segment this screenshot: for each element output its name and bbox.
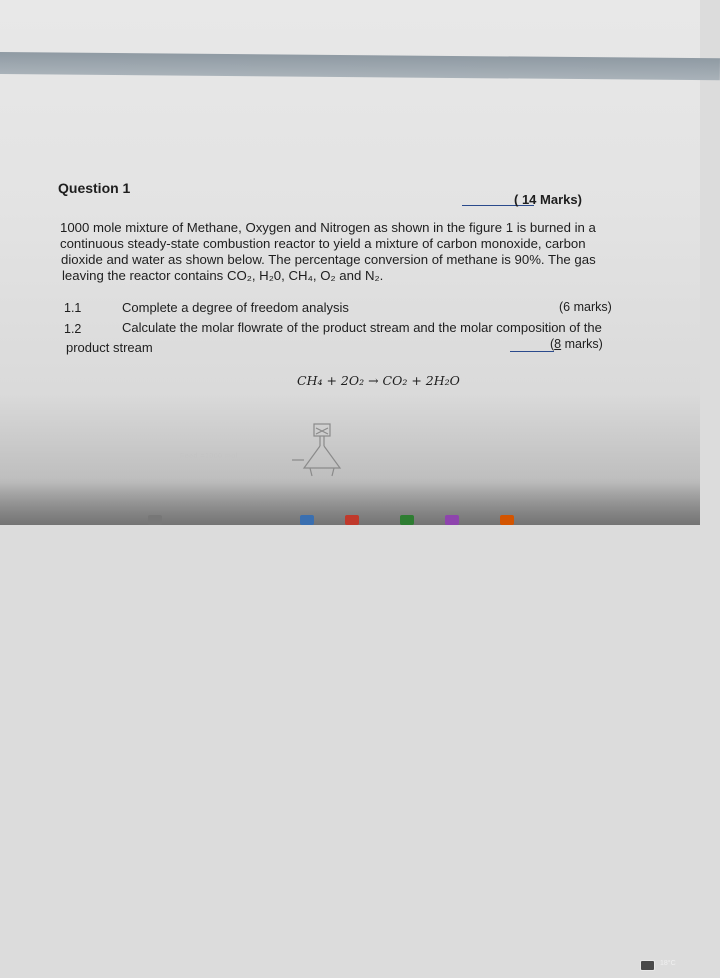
- taskbar-app-icon[interactable]: [300, 515, 314, 525]
- taskbar: [0, 478, 700, 967]
- paragraph-line-1: 1000 mole mixture of Methane, Oxygen and Nitrogen as shown in the figure 1 is burned in a: [60, 220, 596, 235]
- reactor-legs: [310, 468, 334, 476]
- item-number-1-1: 1.1: [64, 301, 82, 315]
- paragraph-line-4: leaving the reactor contains CO₂, H₂0, CH₄, O₂ and N₂.: [62, 268, 384, 283]
- system-tray: [640, 958, 700, 978]
- paragraph-line-3: dioxide and water as shown below. The percentage conversion of methane is 90%. The gas: [61, 252, 596, 267]
- item-marks-1-2: [550, 337, 603, 351]
- item-number-1-2: 1.2: [64, 322, 82, 336]
- marks-number: 8: [554, 337, 562, 351]
- weather-icon[interactable]: [640, 960, 655, 971]
- total-marks: ( 14 Marks): [514, 192, 582, 207]
- feed-label: Feed =1000 mol: [180, 453, 238, 460]
- reaction-equation: CH₄ + 2O₂ → CO₂ + 2H₂O: [297, 373, 460, 388]
- item-marks-1-1: (6 marks): [559, 300, 612, 314]
- item-text-1-2: Calculate the molar flowrate of the product stream and the molar composition of the: [122, 320, 602, 335]
- reactor-top-cross: [316, 428, 328, 434]
- question-title: Question 1: [58, 180, 131, 196]
- taskbar-app-icon[interactable]: [345, 515, 359, 525]
- item-text-1-1: Complete a degree of freedom analysis: [122, 300, 349, 315]
- paragraph-line-2: continuous steady-state combustion reactor to yield a mixture of carbon monoxide, carbon: [60, 236, 586, 251]
- marks-close: marks): [561, 337, 603, 351]
- marks-blank-line: [510, 351, 554, 352]
- item-text-1-2-continued: product stream: [66, 340, 153, 355]
- temperature-readout: 18°C: [660, 960, 676, 967]
- taskbar-app-icon[interactable]: [500, 515, 514, 525]
- reactor-figure: [290, 418, 352, 478]
- taskbar-app-icon[interactable]: [445, 515, 459, 525]
- reactor-neck: [320, 436, 324, 446]
- reactor-body: [304, 446, 340, 468]
- marks-open: (: [550, 337, 555, 351]
- taskbar-app-icon[interactable]: [148, 515, 162, 525]
- taskbar-app-icon[interactable]: [400, 515, 414, 525]
